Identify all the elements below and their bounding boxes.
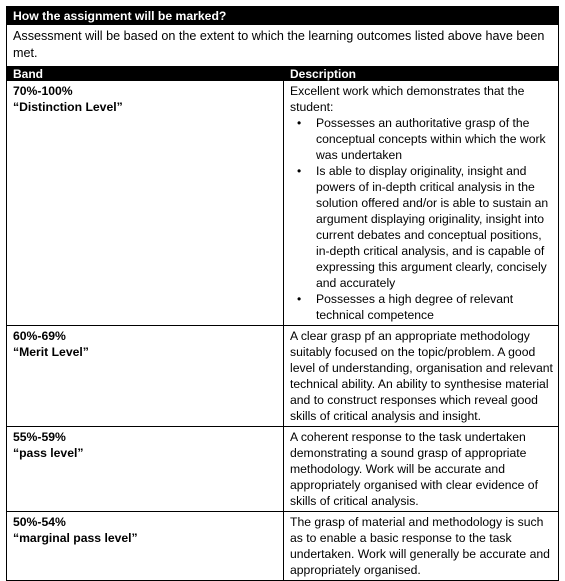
band-range: 55%-59% bbox=[13, 430, 66, 444]
band-level: “Distinction Level” bbox=[13, 100, 123, 114]
description-text: Excellent work which demonstrates that the student: bbox=[290, 84, 525, 114]
section-title: How the assignment will be marked? bbox=[7, 7, 558, 25]
band-range: 60%-69% bbox=[13, 329, 66, 343]
band-cell bbox=[7, 81, 284, 325]
column-header-band: Band bbox=[13, 67, 43, 81]
description-cell bbox=[284, 326, 558, 426]
band-cell bbox=[7, 512, 284, 580]
description-cell bbox=[284, 512, 558, 580]
table-row bbox=[7, 325, 558, 426]
band-level: “marginal pass level” bbox=[13, 531, 138, 545]
band-cell bbox=[7, 326, 284, 426]
marking-criteria-document bbox=[6, 6, 559, 581]
table-header bbox=[7, 67, 558, 81]
band-cell bbox=[7, 427, 284, 511]
description-text: A coherent response to the task undertaken demonstrating a sound grasp of appropriate methodology. Work will be accurate and appropriately organised with clear evidence of skills of critical analysis. bbox=[290, 430, 538, 508]
list-item: • Possesses an authoritative grasp of the conceptual concepts within which the work was undertaken bbox=[316, 115, 553, 163]
table-body bbox=[7, 81, 558, 580]
description-cell bbox=[284, 427, 558, 511]
intro-text: Assessment will be based on the extent to which the learning outcomes listed above have been met. bbox=[7, 25, 558, 67]
band-level: “pass level” bbox=[13, 446, 84, 460]
list-item: • Possesses a high degree of relevant technical competence bbox=[316, 291, 553, 323]
table-row bbox=[7, 426, 558, 511]
band-range: 70%-100% bbox=[13, 84, 73, 98]
table-row bbox=[7, 511, 558, 580]
list-item: • Is able to display originality, insight and powers of in-depth critical analysis in the solution offered and/or is able to sustain an argument displaying originality, insight into current debates and conceptual positions, in-depth critical analysis, and is capable of expressing this argument clearly, concisely and accurately bbox=[316, 163, 553, 291]
column-header-description: Description bbox=[290, 67, 357, 81]
criteria-list bbox=[290, 115, 553, 323]
table-row bbox=[7, 81, 558, 325]
description-cell bbox=[284, 81, 558, 325]
description-text: The grasp of material and methodology is such as to enable a basic response to the task undertaken. Work will generally be accurate and appropriately organised. bbox=[290, 515, 550, 577]
band-level: “Merit Level” bbox=[13, 345, 89, 359]
band-range: 50%-54% bbox=[13, 515, 66, 529]
description-text: A clear grasp pf an appropriate methodology suitably focused on the topic/problem. A good level of understanding, organisation and relevant technical ability. An ability to synthesise material and to construct responses which reveal good skills of critical analysis and insight. bbox=[290, 329, 553, 423]
